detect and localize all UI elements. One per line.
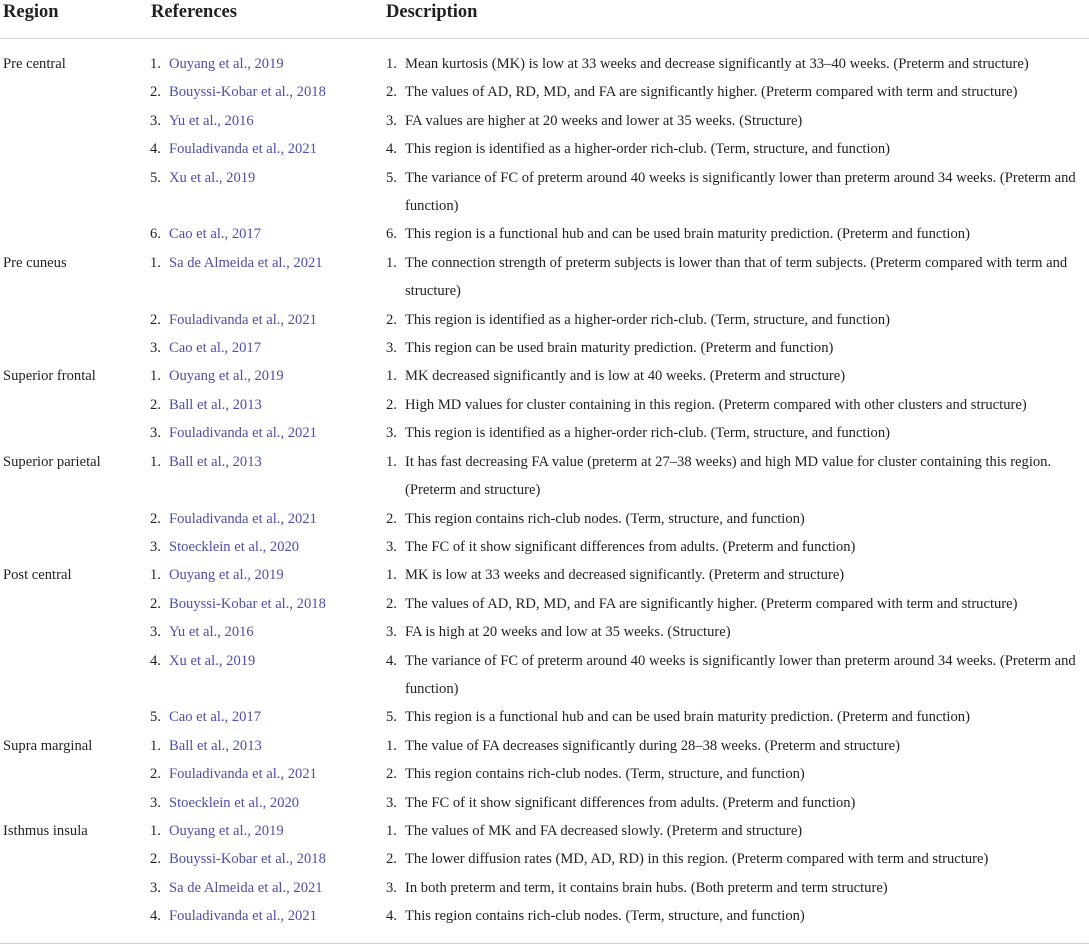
description-cell (386, 448, 1089, 505)
description-cell (386, 220, 1089, 248)
description-text: This region contains rich-club nodes. (Term, structure, and function) (405, 510, 805, 527)
reference-cell (150, 647, 386, 704)
table-row (0, 845, 1089, 873)
reference-link[interactable]: Sa de Almeida et al., 2021 (169, 254, 323, 271)
reference-cell (150, 107, 386, 135)
description-text: This region is a functional hub and can be used brain maturity prediction. (Preterm and function) (405, 226, 970, 243)
description-number: 4. (386, 141, 397, 158)
reference-link[interactable]: Bouyssi-Kobar et al., 2018 (169, 595, 326, 612)
description-number: 5. (386, 169, 397, 186)
description-number: 1. (386, 453, 397, 470)
region-cell (0, 789, 150, 817)
description-text: This region contains rich-club nodes. (Term, structure, and function) (405, 908, 805, 925)
description-text: The values of AD, RD, MD, and FA are significantly higher. (Preterm compared with term and structure) (405, 595, 1018, 612)
reference-number: 1. (150, 453, 161, 470)
reference-link[interactable]: Cao et al., 2017 (169, 340, 262, 357)
reference-link[interactable]: Ball et al., 2013 (169, 396, 262, 413)
description-cell (386, 618, 1089, 646)
description-number: 2. (386, 396, 397, 413)
table-row (0, 789, 1089, 817)
reference-cell (150, 391, 386, 419)
reference-number: 3. (150, 340, 161, 357)
region-cell: Pre cuneus (3, 254, 67, 271)
description-number: 3. (386, 538, 397, 555)
description-cell (386, 39, 1089, 79)
description-number: 2. (386, 851, 397, 868)
table-row (0, 362, 1089, 390)
description-text: FA is high at 20 weeks and low at 35 weeks. (Structure) (405, 624, 731, 641)
table-row (0, 306, 1089, 334)
description-number: 2. (386, 311, 397, 328)
bottom-rule (0, 943, 1089, 944)
description-cell (386, 107, 1089, 135)
region-cell: Superior parietal (3, 453, 101, 470)
table-row (0, 135, 1089, 163)
table-row (0, 249, 1089, 306)
region-cell (0, 78, 150, 106)
reference-number: 3. (150, 879, 161, 896)
reference-number: 3. (150, 112, 161, 129)
reference-link[interactable]: Sa de Almeida et al., 2021 (169, 879, 323, 896)
description-number: 2. (386, 595, 397, 612)
reference-number: 6. (150, 226, 161, 243)
description-cell (386, 334, 1089, 362)
reference-number: 1. (150, 368, 161, 385)
region-cell (0, 164, 150, 221)
description-number: 1. (386, 56, 397, 72)
table-row (0, 39, 1089, 79)
description-text: This region contains rich-club nodes. (Term, structure, and function) (405, 766, 805, 783)
description-text: The variance of FC of preterm around 40 weeks is significantly lower than preterm around 34 weeks. (Preterm and function) (405, 169, 1076, 215)
region-cell: Post central (3, 567, 72, 584)
description-number: 6. (386, 226, 397, 243)
description-cell (386, 164, 1089, 221)
reference-link[interactable]: Ouyang et al., 2019 (169, 56, 284, 72)
description-cell (386, 732, 1089, 760)
table-row (0, 164, 1089, 221)
table-row (0, 419, 1089, 447)
reference-number: 1. (150, 567, 161, 584)
reference-number: 2. (150, 595, 161, 612)
reference-link[interactable]: Cao et al., 2017 (169, 226, 262, 243)
reference-number: 4. (150, 141, 161, 158)
description-text: FA values are higher at 20 weeks and lower at 35 weeks. (Structure) (405, 112, 803, 129)
description-cell (386, 760, 1089, 788)
reference-number: 2. (150, 311, 161, 328)
table-row (0, 732, 1089, 760)
reference-cell (150, 220, 386, 248)
description-text: Mean kurtosis (MK) is low at 33 weeks and decrease significantly at 33–40 weeks. (Preterm and structure) (405, 56, 1029, 72)
region-cell (0, 845, 150, 873)
table-row (0, 703, 1089, 731)
description-number: 3. (386, 624, 397, 641)
region-cell (0, 135, 150, 163)
reference-number: 1. (150, 822, 161, 839)
description-number: 4. (386, 908, 397, 925)
region-cell (0, 391, 150, 419)
reference-number: 2. (150, 84, 161, 101)
table-body (0, 39, 1089, 931)
reference-link[interactable]: Ball et al., 2013 (169, 453, 262, 470)
region-cell (0, 760, 150, 788)
reference-cell (150, 817, 386, 845)
description-number: 3. (386, 879, 397, 896)
description-text: The values of AD, RD, MD, and FA are significantly higher. (Preterm compared with term and structure) (405, 84, 1018, 101)
region-cell (0, 306, 150, 334)
reference-cell (150, 902, 386, 930)
reference-cell (150, 306, 386, 334)
reference-number: 2. (150, 766, 161, 783)
region-cell (0, 703, 150, 731)
reference-link[interactable]: Ouyang et al., 2019 (169, 368, 284, 385)
reference-link[interactable]: Fouladivanda et al., 2021 (169, 510, 317, 527)
reference-number: 1. (150, 737, 161, 754)
description-number: 2. (386, 510, 397, 527)
description-cell (386, 391, 1089, 419)
reference-cell (150, 334, 386, 362)
region-cell (0, 902, 150, 930)
description-text: It has fast decreasing FA value (preterm at 27–38 weeks) and high MD value for cluster containing this region. (Preterm and structure) (405, 453, 1052, 499)
header-references: References (150, 0, 386, 39)
reference-cell (150, 505, 386, 533)
reference-cell (150, 249, 386, 306)
reference-cell (150, 448, 386, 505)
header-region: Region (0, 0, 150, 39)
description-text: This region is identified as a higher-order rich-club. (Term, structure, and function) (405, 311, 890, 328)
description-number: 1. (386, 368, 397, 385)
table-row (0, 902, 1089, 930)
reference-cell (150, 135, 386, 163)
description-number: 3. (386, 425, 397, 442)
table-row (0, 220, 1089, 248)
region-cell (0, 220, 150, 248)
region-cell (0, 618, 150, 646)
description-cell (386, 306, 1089, 334)
description-text: The FC of it show significant differences from adults. (Preterm and function) (405, 538, 856, 555)
table-row (0, 533, 1089, 561)
table-row (0, 334, 1089, 362)
description-cell (386, 703, 1089, 731)
description-text: The FC of it show significant differences from adults. (Preterm and function) (405, 794, 856, 811)
reference-number: 3. (150, 425, 161, 442)
table-header (0, 0, 1089, 39)
description-text: MK is low at 33 weeks and decreased significantly. (Preterm and structure) (405, 567, 845, 584)
description-cell (386, 505, 1089, 533)
description-text: The lower diffusion rates (MD, AD, RD) in this region. (Preterm compared with term and structure) (405, 851, 989, 868)
reference-cell (150, 39, 386, 79)
reference-link[interactable]: Ball et al., 2013 (169, 737, 262, 754)
reference-cell (150, 561, 386, 589)
description-number: 3. (386, 794, 397, 811)
region-cell: Isthmus insula (3, 822, 88, 839)
reference-link[interactable]: Stoecklein et al., 2020 (169, 794, 300, 811)
reference-cell (150, 845, 386, 873)
description-text: This region is identified as a higher-order rich-club. (Term, structure, and function) (405, 425, 890, 442)
table-row (0, 874, 1089, 902)
reference-cell (150, 419, 386, 447)
reference-link[interactable]: Bouyssi-Kobar et al., 2018 (169, 84, 326, 101)
description-cell (386, 249, 1089, 306)
description-number: 3. (386, 340, 397, 357)
description-cell (386, 647, 1089, 704)
table-row (0, 391, 1089, 419)
reference-cell (150, 164, 386, 221)
reference-cell (150, 362, 386, 390)
description-text: The connection strength of preterm subjects is lower than that of term subjects. (Preterm compared with term and structure) (405, 254, 1068, 300)
description-cell (386, 533, 1089, 561)
table-row (0, 647, 1089, 704)
description-text: The values of MK and FA decreased slowly. (Preterm and structure) (405, 822, 803, 839)
description-number: 1. (386, 737, 397, 754)
description-cell (386, 902, 1089, 930)
region-cell: Superior frontal (3, 368, 96, 385)
table-row (0, 590, 1089, 618)
reference-cell (150, 78, 386, 106)
table-row (0, 448, 1089, 505)
description-number: 4. (386, 652, 397, 669)
description-cell (386, 135, 1089, 163)
description-number: 1. (386, 822, 397, 839)
region-cell (0, 505, 150, 533)
region-cell (0, 334, 150, 362)
table-row (0, 107, 1089, 135)
description-number: 1. (386, 567, 397, 584)
reference-link[interactable]: Xu et al., 2019 (169, 652, 256, 669)
reference-link[interactable]: Stoecklein et al., 2020 (169, 538, 300, 555)
reference-cell (150, 590, 386, 618)
description-text: This region is identified as a higher-order rich-club. (Term, structure, and function) (405, 141, 890, 158)
description-number: 2. (386, 766, 397, 783)
reference-number: 3. (150, 624, 161, 641)
reference-number: 2. (150, 396, 161, 413)
description-text: This region is a functional hub and can be used brain maturity prediction. (Preterm and function) (405, 709, 970, 726)
reference-link[interactable]: Fouladivanda et al., 2021 (169, 425, 317, 442)
reference-cell (150, 703, 386, 731)
reference-link[interactable]: Cao et al., 2017 (169, 709, 262, 726)
region-cell (0, 647, 150, 704)
reference-number: 2. (150, 510, 161, 527)
reference-number: 4. (150, 652, 161, 669)
description-text: High MD values for cluster containing in this region. (Preterm compared with other clusters and structure) (405, 396, 1027, 413)
description-text: The variance of FC of preterm around 40 weeks is significantly lower than preterm around 34 weeks. (Preterm and function) (405, 652, 1076, 697)
description-cell (386, 845, 1089, 873)
table-row (0, 618, 1089, 646)
reference-cell (150, 874, 386, 902)
table-row (0, 561, 1089, 589)
reference-link[interactable]: Ouyang et al., 2019 (169, 567, 284, 584)
description-number: 5. (386, 709, 397, 726)
description-cell (386, 874, 1089, 902)
reference-number: 3. (150, 794, 161, 811)
reference-link[interactable]: Bouyssi-Kobar et al., 2018 (169, 851, 326, 868)
reference-number: 1. (150, 254, 161, 271)
description-cell (386, 817, 1089, 845)
reference-number: 2. (150, 851, 161, 868)
reference-cell (150, 533, 386, 561)
description-cell (386, 78, 1089, 106)
header-description: Description (386, 0, 1089, 39)
description-cell (386, 590, 1089, 618)
reference-link[interactable]: Ouyang et al., 2019 (169, 822, 284, 839)
description-text: This region can be used brain maturity prediction. (Preterm and function) (405, 340, 834, 357)
table-row (0, 817, 1089, 845)
reference-number: 5. (150, 709, 161, 726)
reference-cell (150, 789, 386, 817)
region-cell (0, 874, 150, 902)
description-text: The value of FA decreases significantly during 28–38 weeks. (Preterm and structure) (405, 737, 900, 754)
reference-link[interactable]: Xu et al., 2019 (169, 169, 256, 186)
region-cell (0, 107, 150, 135)
description-cell (386, 362, 1089, 390)
table-row (0, 760, 1089, 788)
description-cell (386, 789, 1089, 817)
reference-link[interactable]: Yu et al., 2016 (169, 112, 254, 129)
reference-number: 3. (150, 538, 161, 555)
reference-number: 1. (150, 56, 161, 72)
description-number: 2. (386, 84, 397, 101)
reference-link[interactable]: Yu et al., 2016 (169, 624, 254, 641)
region-cell (0, 590, 150, 618)
reference-cell (150, 760, 386, 788)
reference-link[interactable]: Fouladivanda et al., 2021 (169, 141, 317, 158)
table-row (0, 78, 1089, 106)
description-text: In both preterm and term, it contains brain hubs. (Both preterm and term structure) (405, 879, 888, 896)
region-cell (0, 419, 150, 447)
reference-number: 5. (150, 169, 161, 186)
region-cell (0, 533, 150, 561)
description-cell (386, 561, 1089, 589)
description-number: 1. (386, 254, 397, 271)
reference-link[interactable]: Fouladivanda et al., 2021 (169, 766, 317, 783)
table-row (0, 505, 1089, 533)
description-text: MK decreased significantly and is low at 40 weeks. (Preterm and structure) (405, 368, 846, 385)
region-cell: Supra marginal (3, 737, 93, 754)
region-cell: Pre central (3, 56, 66, 72)
reference-number: 4. (150, 908, 161, 925)
reference-cell (150, 618, 386, 646)
reference-link[interactable]: Fouladivanda et al., 2021 (169, 908, 317, 925)
reference-cell (150, 732, 386, 760)
description-cell (386, 419, 1089, 447)
description-number: 3. (386, 112, 397, 129)
reference-link[interactable]: Fouladivanda et al., 2021 (169, 311, 317, 328)
